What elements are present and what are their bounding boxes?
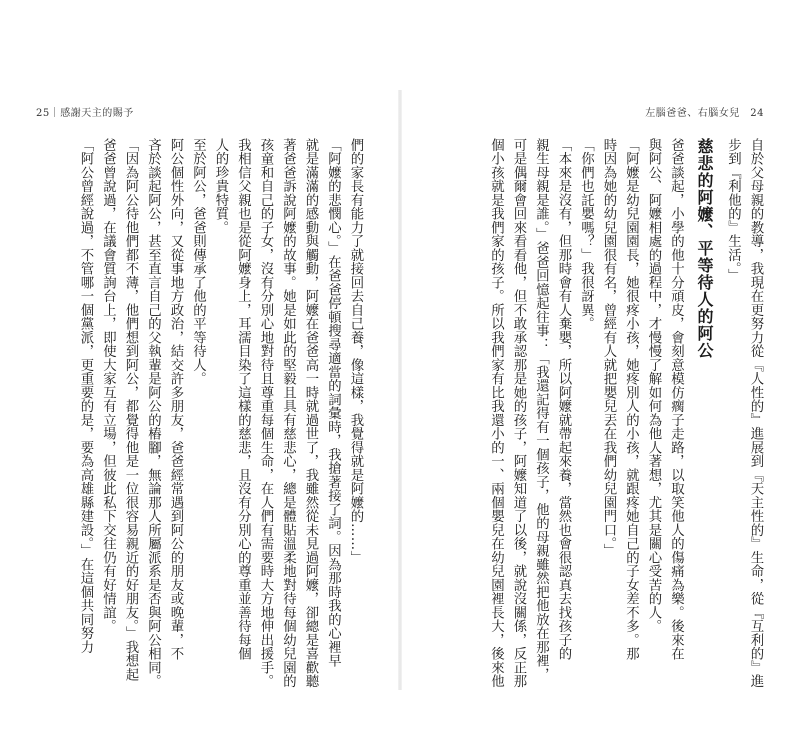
right-running-head: 左腦爸爸、右腦女兒 24: [645, 108, 764, 119]
text-column: 「阿嬤的悲憫心。」在爸爸停頓搜尋適當的詞彙時，我搶著接了詞。因為那時我的心裡早: [325, 138, 341, 668]
text-column: 我相信父親也是從阿嬤身上，耳濡目染了這樣的慈悲，且沒有分別心的尊重並善待每個: [235, 138, 251, 661]
text-column: 吝於談起阿公，甚至直言自己的父執輩是阿公的樁腳，無論那人所屬派系是否與阿公相同。: [145, 138, 161, 688]
text-column: 至於阿公，爸爸則傳承了他的平等待人。: [190, 138, 206, 386]
text-column: 孩童和自己的子女，沒有分別心地對待且尊重每個生命，在人們有需要時大方地伸出援手。: [258, 138, 273, 688]
left-page-text: [36, 138, 366, 698]
text-column: 「因為阿公待他們都不薄，他們想到阿公，都覺得他是一位很容易親近的好朋友。」我想起: [123, 138, 138, 682]
text-column: 著爸爸訴說阿嬤的故事。她是如此的堅毅且具有慈悲心，總是體貼溫柔地對待每個幼兒園的: [280, 138, 296, 688]
text-column: 自於父母親的教導，我現在更努力從『人性的』進展到『天主性的』生命，從『互利的』進: [748, 138, 763, 688]
text-column: 「阿嬤是幼兒園園長，她很疼小孩，她疼別人的小孩，就跟疼她自己的子女差不多。那: [623, 138, 639, 661]
right-page-text: [436, 138, 766, 698]
text-column: 步到『利他的』生活。」: [725, 138, 741, 283]
text-column: 爸爸談起，小學的他十分頑皮，會刻意模仿瘸子走路，以取笑他人的傷痛為樂。後來在: [668, 138, 684, 661]
text-column: 爸爸曾說過，在議會質詢台上，即使大家互有立場，但彼此私下交往仍有好情誼。: [100, 138, 116, 633]
section-heading: 慈悲的阿嬤、平等待人的阿公: [695, 138, 714, 359]
text-column: 人的珍貴特質。: [213, 138, 228, 235]
text-column: 「本來是沒有，但那時會有人棄嬰，所以阿嬤就帶起來養，當然也會很認真去找孩子的: [556, 138, 571, 661]
text-column: 與阿公、阿嬤相處的過程中，才慢慢了解如何為他人著想，尤其是關心受苦的人。: [646, 138, 661, 633]
text-column: 個小孩就是我們家的孩子。所以我們家有比我還小的一、兩個嬰兒在幼兒園裡長大，後來他: [488, 138, 504, 688]
text-column: 「你們也託嬰嗎？」我很訝異。: [578, 138, 594, 331]
text-column: 親生母親是誰。」爸爸回憶起往事：「我還記得有一個孩子，他的母親雖然把他放在那裡，: [533, 138, 549, 682]
text-column: 阿公個性外向，又從事地方政治，結交許多朋友，爸爸經常遇到阿公的朋友或晚輩，不: [168, 138, 183, 661]
text-column: 們的家長有能力了就接回去自己養，像這樣，我覺得就是阿嬤的……」: [348, 138, 363, 565]
text-column: 可是偶爾會回來看看他，但不敢承認那是她的孩子，阿嬤知道了以後，就說沒關係，反正那: [511, 138, 526, 688]
text-column: 就是滿滿的感動與觸動，阿嬤在爸爸高一時就過世了，我雖然從未見過阿嬤，卻總是喜歡聽: [303, 138, 318, 688]
left-running-head: 25｜感謝天主的賜予: [36, 108, 134, 119]
text-column: 時因為她的幼兒園很有名，曾經有人就把嬰兒丟在我們幼兒園門口。」: [601, 138, 616, 558]
text-column: 「阿公曾經說過，不管哪一個黨派，更重要的是，要為高雄縣建設。」在這個共同努力: [78, 138, 93, 654]
